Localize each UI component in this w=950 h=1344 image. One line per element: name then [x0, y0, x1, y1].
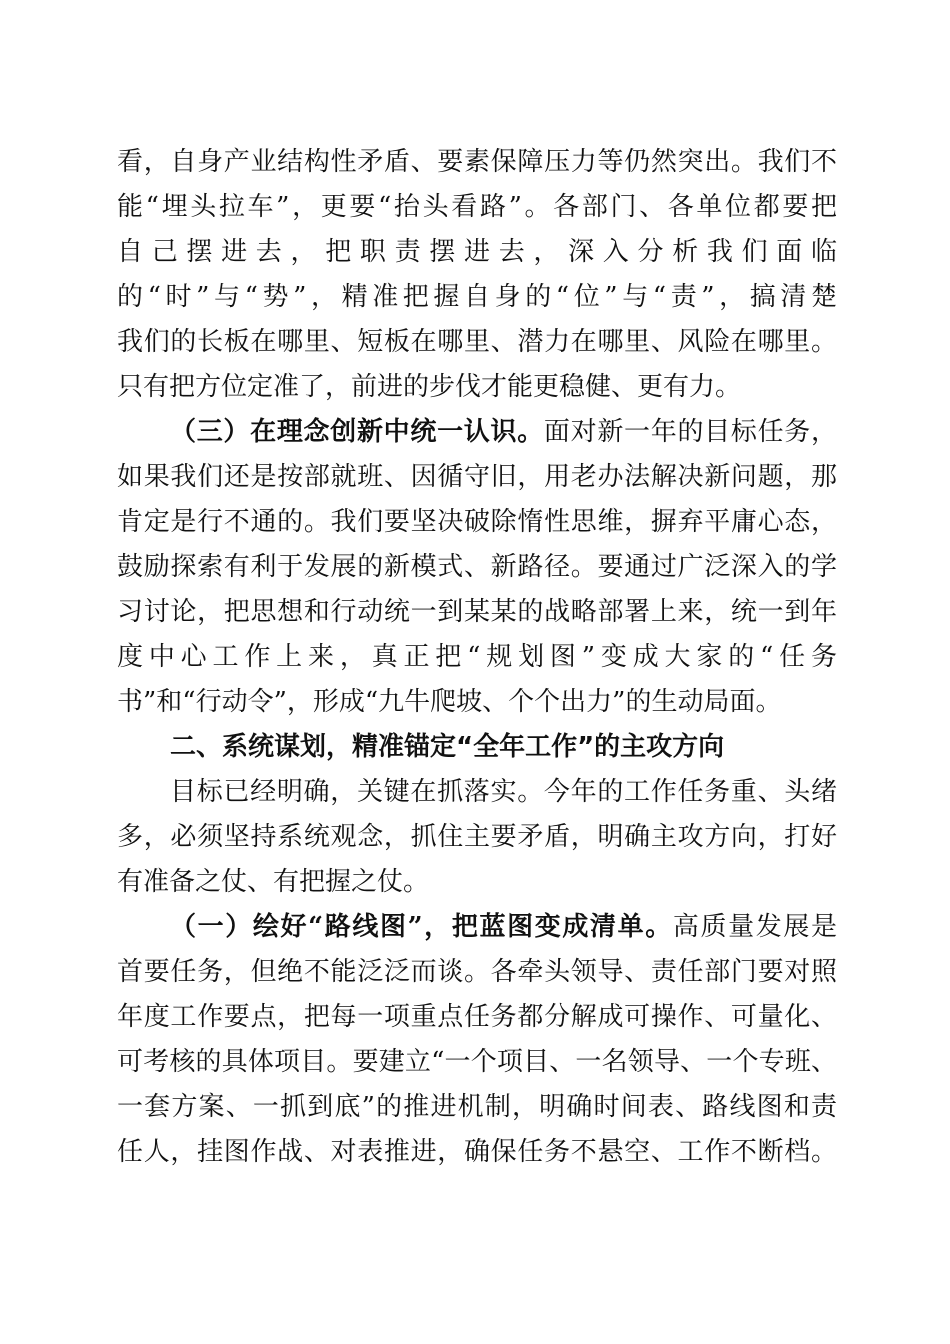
text-line: 的“时”与“势”，精准把握自身的“位”与“责”，搞清楚 [117, 282, 837, 312]
text-line: 习讨论，把思想和行动统一到某某的战略部署上来，统一到年 [117, 597, 837, 627]
section-heading: 二、系统谋划，精准锚定“全年工作”的主攻方向 [170, 732, 725, 762]
text-line: 只有把方位定准了，前进的步伐才能更稳健、更有力。 [117, 372, 742, 402]
text-line: 肯定是行不通的。我们要坚决破除惰性思维，摒弃平庸心态， [117, 507, 837, 537]
subheading: （三）在理念创新中统一认识。 [170, 417, 544, 447]
text-line: 一套方案、一抓到底”的推进机制，明确时间表、路线图和责 [117, 1092, 837, 1122]
text-span: 高质量发展是 [672, 912, 837, 942]
text-line: 首要任务，但绝不能泛泛而谈。各牵头领导、责任部门要对照 [117, 957, 837, 987]
text-line: 书”和“行动令”，形成“九牛爬坡、个个出力”的生动局面。 [117, 687, 782, 717]
subheading: （一）绘好“路线图”，把蓝图变成清单。 [170, 912, 673, 942]
text-span: 面对新一年的目标任务， [543, 417, 837, 447]
text-line: 看，自身产业结构性矛盾、要素保障压力等仍然突出。我们不 [117, 147, 837, 177]
text-line: 目标已经明确，关键在抓落实。今年的工作任务重、头绪 [170, 777, 837, 807]
paragraph-first-line [170, 907, 837, 947]
text-line: 鼓励探索有利于发展的新模式、新路径。要通过广泛深入的学 [117, 552, 837, 582]
text-line: 任人，挂图作战、对表推进，确保任务不悬空、工作不断档。 [117, 1137, 837, 1167]
paragraph-first-line [170, 412, 837, 452]
text-line: 自己摆进去，把职责摆进去，深入分析我们面临 [117, 237, 837, 267]
text-line: 能“埋头拉车”，更要“抬头看路”。各部门、各单位都要把 [117, 192, 837, 222]
text-line: 我们的长板在哪里、短板在哪里、潜力在哪里、风险在哪里。 [117, 327, 837, 357]
text-line: 度中心工作上来，真正把“规划图”变成大家的“任务 [117, 642, 837, 672]
text-line: 可考核的具体项目。要建立“一个项目、一名领导、一个专班、 [117, 1047, 837, 1077]
text-line: 如果我们还是按部就班、因循守旧，用老办法解决新问题，那 [117, 462, 837, 492]
text-line: 有准备之仗、有把握之仗。 [117, 867, 430, 897]
text-line: 多，必须坚持系统观念，抓住主要矛盾，明确主攻方向，打好 [117, 822, 837, 852]
text-line: 年度工作要点，把每一项重点任务都分解成可操作、可量化、 [117, 1002, 837, 1032]
